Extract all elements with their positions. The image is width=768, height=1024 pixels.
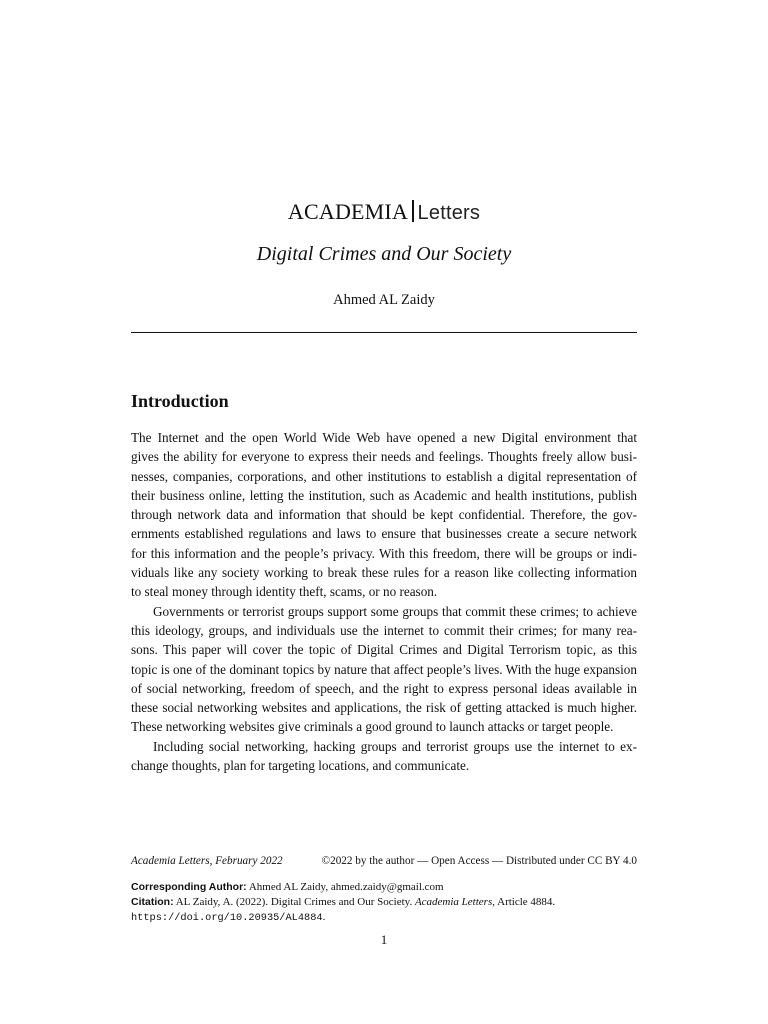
- page-number: 1: [380, 932, 388, 947]
- footer-copyright: ©2022 by the author — Open Access — Distributed under CC BY 4.0: [321, 855, 637, 867]
- corresponding-author-line: [131, 880, 651, 895]
- masthead-brand: ACADEMIA: [287, 199, 409, 224]
- body-line: for this information and the people’s privacy. With this freedom, there will be groups or indi-: [131, 545, 637, 561]
- body-text: [131, 428, 637, 775]
- body-line: viduals like any society working to break these rules for a reason like collecting information: [131, 565, 637, 581]
- citation-journal: Academia Letters: [414, 896, 493, 908]
- paper-title: Digital Crimes and Our Society: [256, 243, 512, 265]
- body-line: gives the ability for everyone to express their needs and feelings. Thoughts freely allow busi-: [131, 449, 637, 465]
- body-line: topic is one of the dominant topics by nature that affect people’s lives. With the huge expansion: [131, 661, 637, 677]
- body-line: Governments or terrorist groups support some groups that commit these crimes; to achieve: [153, 603, 637, 619]
- footer-journal-date: Academia Letters, February 2022: [131, 855, 283, 867]
- corresponding-author-label: Corresponding Author:: [131, 881, 247, 893]
- masthead: [0, 198, 768, 227]
- body-line: sons. This paper will cover the topic of Digital Crimes and Digital Terrorism topic, as this: [131, 642, 637, 658]
- body-line: this ideology, groups, and individuals use the internet to commit their crimes; for many rea-: [131, 622, 637, 638]
- doi-suffix: .: [322, 911, 326, 923]
- body-line: of social networking, freedom of speech, and the right to express personal ideas available in: [131, 680, 637, 696]
- body-line: Including social networking, hacking groups and terrorist groups use the internet to ex-: [153, 738, 637, 754]
- corresponding-author-value: Ahmed AL Zaidy, ahmed.zaidy@gmail.com: [248, 881, 444, 893]
- body-line: change thoughts, plan for targeting locations, and communicate.: [131, 758, 470, 774]
- citation-text: AL Zaidy, A. (2022). Digital Crimes and Our Society.: [175, 896, 413, 908]
- citation-label: Citation:: [131, 896, 174, 908]
- body-line: nesses, companies, corporations, and other institutions to establish a digital representation of: [131, 468, 637, 484]
- citation-article: , Article 4884.: [492, 896, 556, 908]
- body-line: these social networking websites and applications, the risk of getting attacked is much higher.: [131, 700, 637, 716]
- body-line: The Internet and the open World Wide Web have opened a new Digital environment that: [131, 430, 637, 445]
- paper-author: Ahmed AL Zaidy: [333, 292, 435, 308]
- masthead-section: Letters: [417, 202, 481, 224]
- citation-line: [131, 895, 651, 910]
- body-line: their business online, letting the institution, such as Academic and health institutions, publish: [131, 487, 637, 503]
- body-line: These networking websites give criminals a good ground to launch attacks or target people.: [131, 719, 614, 735]
- doi-line: [131, 910, 651, 926]
- body-line: ernments established regulations and laws to ensure that businesses create a secure network: [131, 526, 637, 542]
- body-line: through network data and information that should be kept confidential. Therefore, the gov-: [131, 507, 637, 523]
- title-rule: [131, 332, 637, 333]
- article-meta: [131, 880, 651, 926]
- page-footer: [131, 854, 637, 869]
- masthead-separator: [412, 200, 414, 222]
- doi-link[interactable]: https://doi.org/10.20935/AL4884: [131, 912, 323, 924]
- section-heading: Introduction: [131, 391, 229, 411]
- body-line: to steal money through identity theft, scams, or no reason.: [131, 584, 438, 600]
